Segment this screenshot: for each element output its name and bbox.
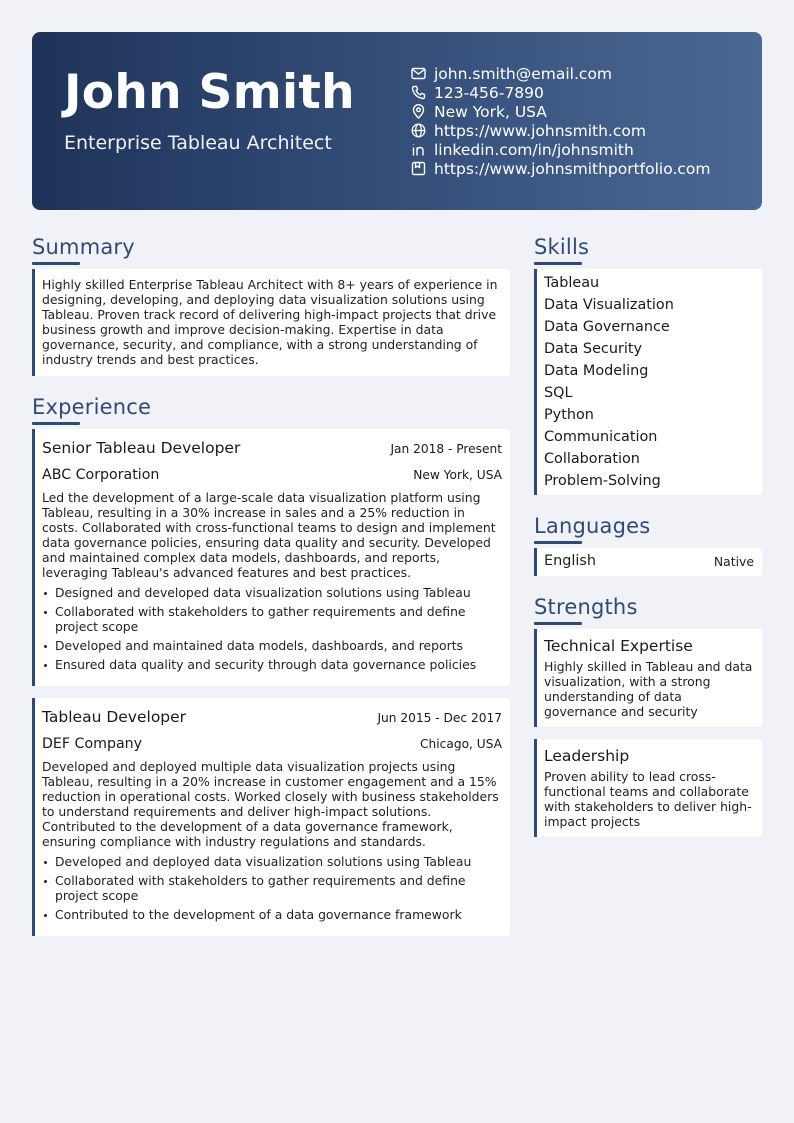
skill-item: Data Security — [544, 341, 643, 357]
skill-item: SQL — [544, 385, 573, 401]
strength-title: Technical Expertise — [544, 637, 693, 655]
section-divider — [534, 622, 582, 625]
job-description: Developed and deployed multiple data visualization projects using Tableau, resulting in a 20% increase in customer engagement and a 15% reduction in operational costs. Worked closely with business stakeholders to understand requirements and deliver high-impact solutions. Contributed to the development of a data governance framework, ensuring compliance with industry regulations and standards. — [42, 759, 499, 849]
skill-item: Communication — [544, 429, 658, 445]
language-name: English — [544, 553, 596, 569]
contact-website[interactable] — [410, 121, 710, 140]
sidebar-column — [534, 234, 762, 849]
job-bullets — [42, 585, 502, 672]
resume-header — [32, 32, 762, 210]
language-level: Native — [713, 553, 754, 569]
skills-heading: Skills — [534, 235, 590, 259]
summary-card — [32, 269, 510, 376]
list-item: Designed and developed data visualization solutions using Tableau — [55, 585, 502, 600]
contact-phone-text[interactable]: 123-456-7890 — [434, 83, 544, 102]
contact-phone[interactable] — [410, 83, 710, 102]
job-description: Led the development of a large-scale data visualization platform using Tableau, resulting in a 30% increase in sales and a 25% reduction in costs. Collaborated with cross-functional teams to design and implement data governance policies, ensuring data quality and security. Developed and maintained complex data models, dashboards, and reports, leveraging Tableau's advanced features and best practices. — [42, 490, 496, 580]
strength-title: Leadership — [544, 747, 630, 765]
section-divider — [534, 541, 582, 544]
job-location: New York, USA — [413, 468, 502, 482]
languages-heading: Languages — [534, 514, 651, 538]
contact-website-link[interactable]: https://www.johnsmith.com — [434, 121, 646, 140]
contact-portfolio[interactable] — [410, 159, 710, 178]
experience-section — [32, 394, 510, 936]
summary-text: Highly skilled Enterprise Tableau Architect with 8+ years of experience in designing, developing, and deploying data visualization solutions using Tableau. Proven track record of delivering high-impact projects that drive business growth and improve decision-making. Expertise in data governance, security, and compliance, with a strong understanding of industry trends and best practices. — [42, 277, 498, 367]
job-title: Tableau Developer — [42, 708, 187, 726]
strength-text: Proven ability to lead cross-functional teams and collaborate with stakeholders to deliver high-impact projects — [544, 769, 752, 829]
location-pin-icon — [410, 103, 427, 120]
list-item: Contributed to the development of a data governance framework — [55, 907, 502, 922]
skill-list — [544, 272, 754, 492]
contact-linkedin-link[interactable]: linkedin.com/in/johnsmith — [434, 140, 634, 159]
mail-icon — [410, 65, 427, 82]
skill-item: Data Visualization — [544, 297, 674, 313]
list-item: Developed and deployed data visualization solutions using Tableau — [55, 854, 502, 869]
job-entry — [32, 698, 510, 936]
job-date: Jan 2018 - Present — [390, 442, 502, 456]
skill-item: Python — [544, 407, 594, 423]
strength-item — [534, 739, 762, 837]
strengths-section — [534, 594, 762, 837]
skill-item: Data Modeling — [544, 363, 649, 379]
skill-item: Data Governance — [544, 319, 670, 335]
job-company: DEF Company — [42, 736, 143, 752]
candidate-title: Enterprise Tableau Architect — [64, 132, 332, 154]
list-item: Collaborated with stakeholders to gather requirements and define project scope — [55, 873, 502, 903]
list-item: Collaborated with stakeholders to gather requirements and define project scope — [55, 604, 502, 634]
skills-section — [534, 234, 762, 495]
experience-heading: Experience — [32, 395, 152, 419]
portfolio-icon — [410, 160, 427, 177]
contact-email-text[interactable]: john.smith@email.com — [434, 64, 613, 83]
contact-email[interactable] — [410, 64, 710, 83]
job-bullets — [42, 854, 502, 922]
section-divider — [534, 262, 582, 265]
job-company: ABC Corporation — [42, 467, 160, 483]
linkedin-icon — [410, 141, 427, 158]
candidate-name: John Smith — [64, 65, 355, 120]
summary-section — [32, 234, 510, 376]
list-item: Ensured data quality and security through data governance policies — [55, 657, 502, 672]
phone-icon — [410, 84, 427, 101]
contact-location — [410, 102, 710, 121]
globe-icon — [410, 122, 427, 139]
strengths-heading: Strengths — [534, 595, 638, 619]
list-item: Developed and maintained data models, dashboards, and reports — [55, 638, 502, 653]
job-location: Chicago, USA — [420, 737, 502, 751]
main-column — [32, 234, 510, 948]
skill-item: Problem-Solving — [544, 473, 661, 489]
contact-location-text: New York, USA — [434, 102, 547, 121]
section-divider — [32, 262, 80, 265]
skill-item: Tableau — [544, 275, 600, 291]
skills-card — [534, 269, 762, 495]
job-title: Senior Tableau Developer — [42, 439, 241, 457]
summary-heading: Summary — [32, 235, 135, 259]
languages-section — [534, 513, 762, 576]
job-date: Jun 2015 - Dec 2017 — [377, 711, 502, 725]
contact-linkedin[interactable] — [410, 140, 710, 159]
job-entry — [32, 429, 510, 686]
contact-list — [410, 64, 710, 178]
strength-text: Highly skilled in Tableau and data visualization, with a strong understanding of data governance and security — [544, 659, 753, 719]
section-divider — [32, 422, 80, 425]
contact-portfolio-link[interactable]: https://www.johnsmithportfolio.com — [434, 159, 711, 178]
strength-item — [534, 629, 762, 727]
language-item — [534, 548, 762, 576]
skill-item: Collaboration — [544, 451, 640, 467]
